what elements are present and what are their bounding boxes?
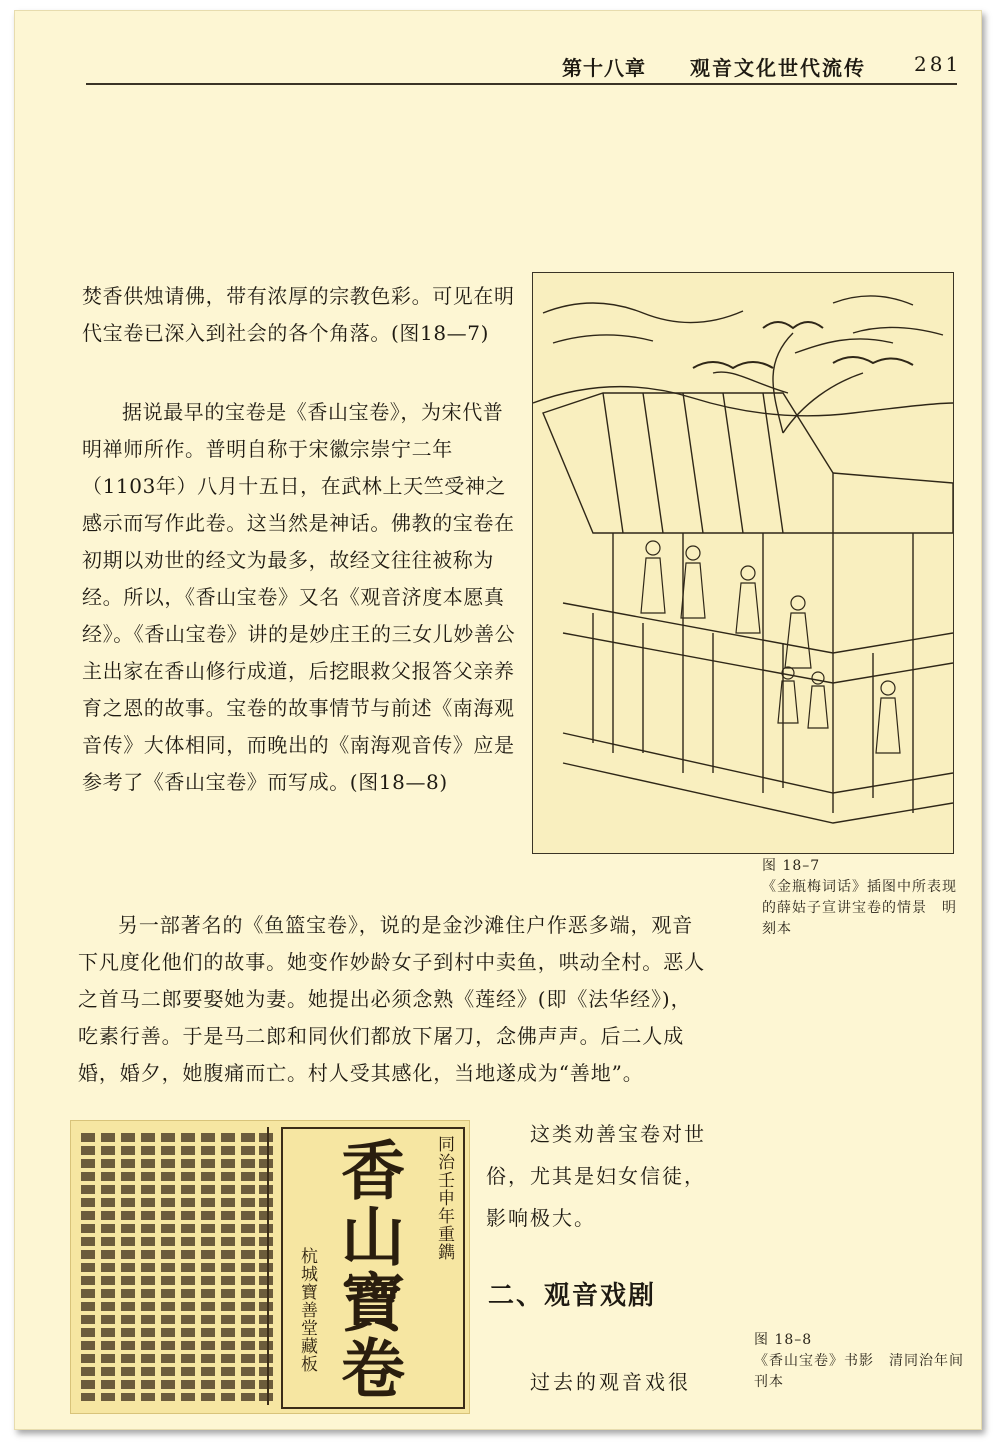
figure-illustration [532, 272, 954, 854]
figure-2-label: 图 18–8 [754, 1332, 813, 1348]
pine-tree [713, 333, 893, 433]
book-edition: 同治壬申年重鐫 [434, 1135, 454, 1261]
text-column [81, 1133, 95, 1401]
woodblock-text-columns [81, 1133, 263, 1401]
text-column [101, 1133, 115, 1401]
figure-1-caption [762, 856, 962, 940]
figure-1-label: 图 18–7 [762, 858, 821, 874]
paragraph-1: 焚香供烛请佛，带有浓厚的宗教色彩。可见在明代宝卷已深入到社会的各个角落。(图18—7) [82, 284, 515, 345]
page-divider [267, 1127, 269, 1405]
title-page [281, 1127, 465, 1409]
woodcut-illustration [533, 273, 953, 853]
human-figures [641, 541, 900, 753]
text-column [141, 1133, 155, 1401]
chapter-title: 观音文化世代流传 [690, 56, 866, 80]
figure-book-image [70, 1120, 470, 1414]
section-heading: 二、观音戏剧 [488, 1281, 657, 1311]
section-text: 过去的观音戏很 [530, 1370, 691, 1394]
paragraph-2: 据说最早的宝卷是《香山宝卷》，为宋代普明禅师所作。普明自称于宋徽宗崇宁二年（1103年）八月十五日，在武林上天竺受神之感示而写作此卷。这当然是神话。佛教的宝卷在初期以劝世的经文为最多，故经文往往被称为经。所以，《香山宝卷》又名《观音济度本愿真经》。《香山宝卷》讲的是妙庄王的三女儿妙善公主出家在香山修行成道，后挖眼救父报答父亲养育之恩的故事。宝卷的故事情节与前述《南海观音传》大体相同，而晚出的《南海观音传》应是参考了《香山宝卷》而写成。(图18—8) [82, 400, 516, 794]
book-page [14, 10, 982, 1430]
header-rule [86, 83, 957, 85]
pavilion-roof [543, 393, 833, 533]
text-column [221, 1133, 235, 1401]
figure-1-caption-text: 《金瓶梅词话》插图中所表现的薛姑子宣讲宝卷的情景 明刻本 [762, 879, 957, 937]
text-column [259, 1133, 273, 1401]
book-title: 香山寶卷 [330, 1137, 405, 1401]
pavilion-columns [613, 533, 913, 813]
paragraph-3: 另一部著名的《鱼篮宝卷》，说的是金沙滩住户作恶多端，观音下凡度化他们的故事。她变作妙龄女子到村中卖鱼，哄动全村。恶人之首马二郎要娶她为妻。她提出必须念熟《莲经》(即《法华经》)，吃素行善。于是马二郎和同伙们都放下屠刀，念佛声声。后二人成婚，婚夕，她腹痛而亡。村人受其感化，当地遂成为“善地”。 [78, 913, 705, 1085]
chapter-label: 第十八章 [562, 56, 646, 80]
text-column [181, 1133, 195, 1401]
text-column [121, 1133, 135, 1401]
text-column [241, 1133, 255, 1401]
hills [533, 387, 953, 416]
page-number: 281 [914, 52, 962, 76]
paragraph-4: 这类劝善宝卷对世俗，尤其是妇女信徒，影响极大。 [486, 1122, 706, 1230]
railing [563, 603, 953, 823]
cloud-lines [543, 296, 943, 343]
book-publisher: 杭城寶善堂藏板 [297, 1247, 317, 1373]
text-column [201, 1133, 215, 1401]
figure-2-caption [754, 1330, 964, 1393]
text-column [161, 1133, 175, 1401]
figure-2-caption-text: 《香山宝卷》书影 清同治年间刊本 [754, 1353, 964, 1390]
